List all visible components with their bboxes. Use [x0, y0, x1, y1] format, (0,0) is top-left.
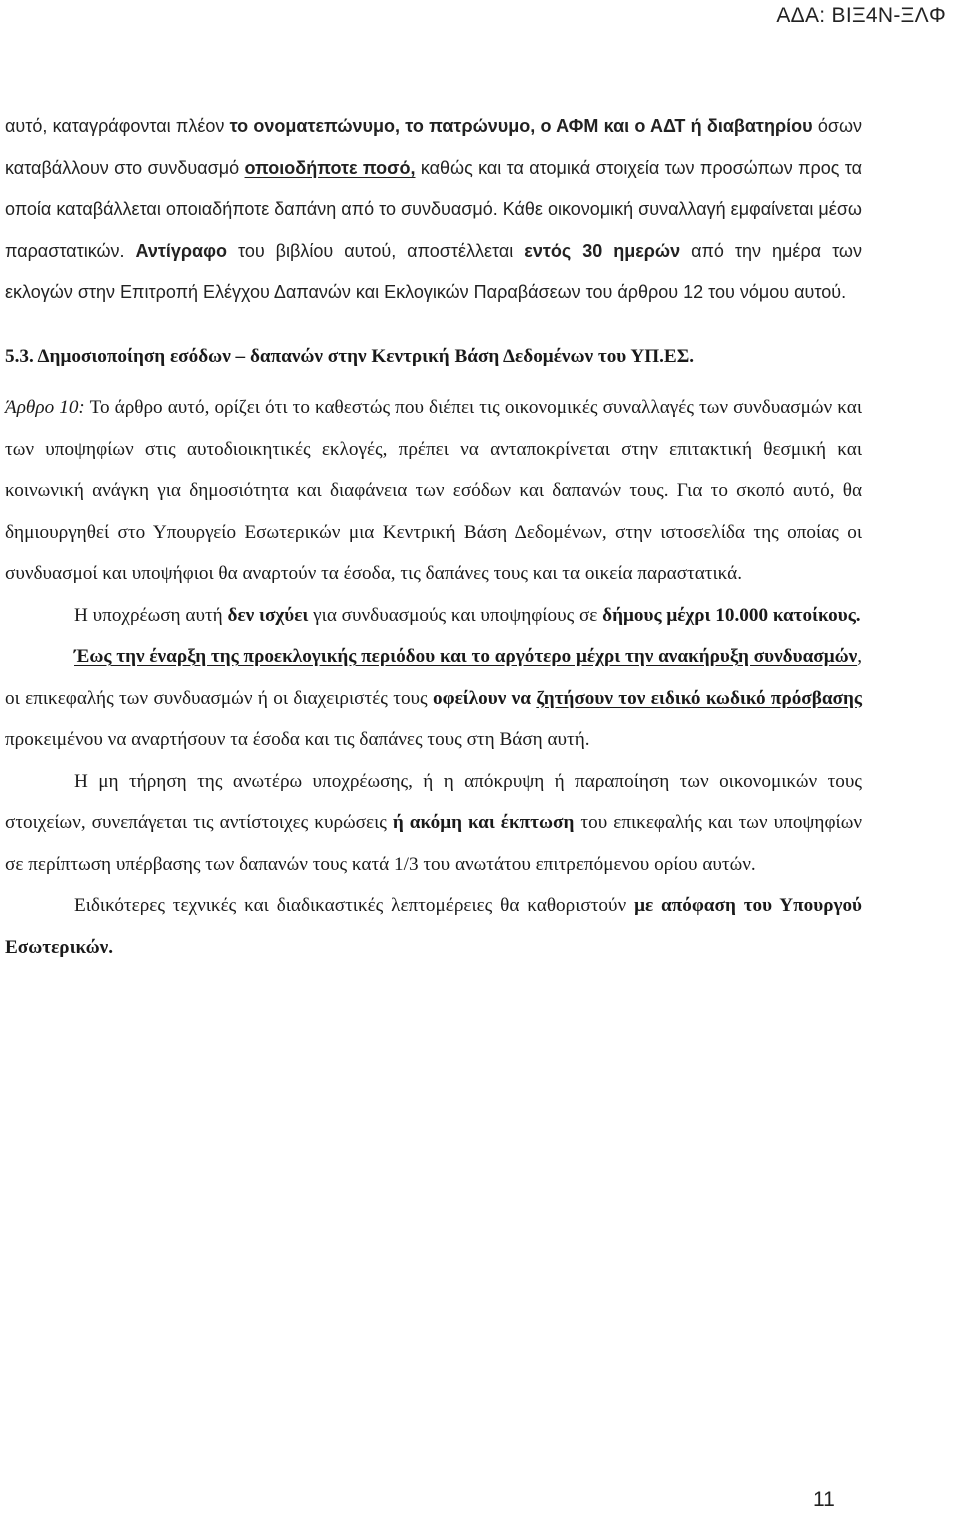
underlined-bold-run: Έως την έναρξη της προεκλογικής περιόδου και το αργότερο μέχρι την ανακήρυξη συνδυασμών — [74, 646, 858, 667]
ada-code: ΑΔΑ: ΒΙΞ4Ν-ΞΛΦ — [776, 4, 946, 27]
text-run: Η υποχρέωση αυτή — [74, 604, 228, 626]
bold-run: δεν ισχύει — [227, 604, 309, 626]
text-run: προκειμένου να αναρτήσουν τα έσοδα και τις δαπάνες τους στη Βάση αυτή. — [5, 729, 590, 750]
text-run: , οι επικεφαλής των συνδυασμών ή οι διαχειριστές τους — [5, 646, 862, 709]
bold-run: το ονοματεπώνυμο, το πατρώνυμο, ο ΑΦΜ και ο ΑΔΤ ή διαβατηρίου — [229, 116, 813, 136]
bold-run: ή ακόμη και έκπτωση — [392, 812, 575, 833]
bold-run: με απόφαση του Υπουργού Εσωτερικών. — [5, 895, 862, 958]
bold-run: οφείλουν να — [433, 687, 537, 709]
text-run: όσων καταβάλλουν στο συνδυασμό — [5, 116, 863, 178]
text-run: Το άρθρο αυτό, ορίζει ότι το καθεστώς που διέπει τις οικονομικές συναλλαγές των συνδυασμών και των υποψηφίων στις αυτοδιοικητικές εκλογές, πρέπει να ανταποκρίνεται στην επιτακτική θεσμική και κοινωνική ανάγκη για δημοσιότητα και διαφάνεια των εσόδων και δαπανών τους. Για το σκοπό αυτό, θα δημιουργηθεί στο Υπουργείο Εσωτερικών μια Κεντρική Βάση Δεδομένων, στην ιστοσελίδα της οποίας οι συνδυασμοί και υποψήφιοι θα αναρτούν τα έσοδα, τις δαπάνες τους και τα οικεία παραστατικά. — [5, 397, 862, 584]
paragraph-sanctions — [5, 761, 862, 886]
text-run: αυτό, καταγράφονται πλέον — [5, 116, 230, 136]
article-ref: Άρθρο 10: — [5, 397, 85, 418]
text-run: του επικεφαλής και των υποψηφίων σε περίπτωση υπέρβασης των δαπανών τους κατά 1/3 του ανωτάτου επιτρεπόμενου ορίου αυτών. — [5, 812, 862, 875]
paragraph-ministerial-decision — [5, 885, 862, 968]
page-number: 11 — [813, 1488, 835, 1511]
paragraph-exemption — [5, 595, 862, 637]
paragraph-access-code — [5, 636, 862, 761]
text-run: από την ημέρα των εκλογών στην Επιτροπή Ελέγχου Δαπανών και Εκλογικών Παραβάσεων του άρθρου 12 του νόμου αυτού. — [5, 240, 862, 302]
bold-run: εντός 30 ημερών — [524, 240, 681, 261]
paragraph-article-10 — [5, 387, 862, 595]
text-run: Η μη τήρηση της ανωτέρω υποχρέωσης, ή η απόκρυψη ή παραποίηση των οικονομικών τους στοιχείων, συνεπάγεται τις αντίστοιχες κυρώσεις — [5, 770, 862, 833]
text-run: του βιβλίου αυτού, αποστέλλεται — [227, 240, 525, 261]
text-run: Ειδικότερες τεχνικές και διαδικαστικές λεπτομέρειες θα καθοριστούν — [74, 895, 635, 916]
bold-run: Αντίγραφο — [135, 240, 227, 261]
paragraph-book-records — [5, 106, 862, 314]
underlined-bold-run: οποιοδήποτε ποσό, — [244, 157, 416, 178]
underlined-bold-run: ζητήσουν τον ειδικό κωδικό πρόσβασης — [536, 687, 862, 709]
section-heading: 5.3. Δημοσιοποίηση εσόδων – δαπανών στην Κεντρική Βάση Δεδομένων του ΥΠ.ΕΣ. — [5, 345, 695, 367]
text-run: για συνδυασμούς και υποψηφίους σε — [308, 604, 603, 626]
bold-run: δήμους μέχρι 10.000 κατοίκους. — [602, 604, 861, 626]
text-run: καθώς και τα ατομικά στοιχεία των προσώπων προς τα οποία καταβάλλεται οποιαδήποτε δαπάνη από το συνδυασμό. Κάθε οικονομική συναλλαγή εμφαίνεται μέσω παραστατικών. — [5, 157, 862, 261]
document-body — [5, 106, 862, 968]
